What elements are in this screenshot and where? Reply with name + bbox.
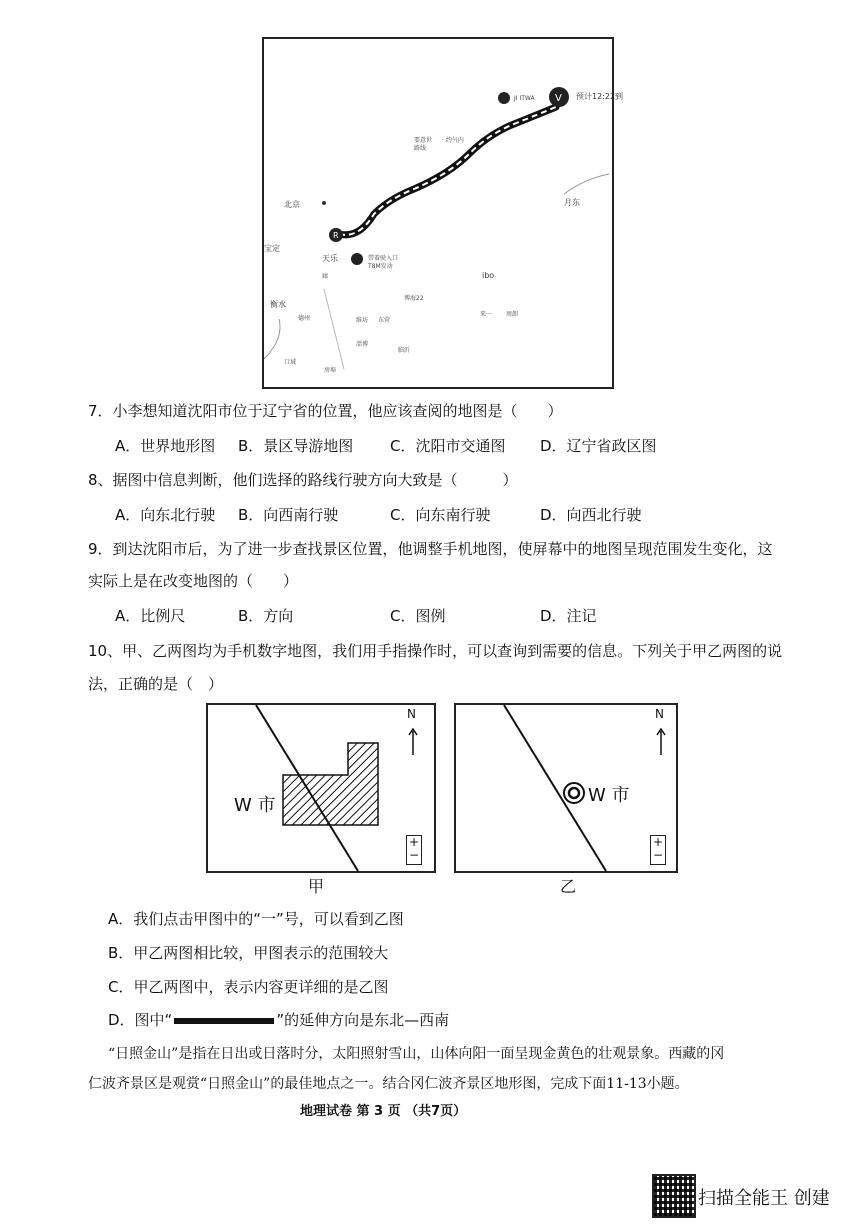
passage-line-1: “日照金山”是指在日出或日落时分，太阳照射雪山，山体向阳一面呈现金黄色的壮观景象。西藏的冈 [108, 1046, 725, 1062]
jia-zoom-control[interactable] [406, 835, 422, 865]
svg-text:R: R [333, 231, 339, 240]
yi-caption: 乙 [560, 877, 577, 896]
tianjin-marker [351, 253, 363, 265]
jia-city-label: W 市 [234, 795, 276, 816]
route-map [262, 37, 624, 389]
baoding-label: 宝定 [264, 244, 280, 253]
passage-line-2: 仁波齐景区是观赏“日照金山”的最佳地点之一。结合冈仁波齐景区地形图，完成下面11-13小题。 [88, 1076, 689, 1092]
q7-option-a[interactable]: A．世界地形图 [115, 437, 216, 455]
zibo-label: 淄博 [356, 341, 369, 348]
tianjin-label: 天乐 [322, 254, 338, 263]
yi-svg [456, 705, 676, 871]
q7-option-d[interactable]: D．辽宁省政区图 [540, 437, 657, 455]
dongying-label: 东营 [378, 317, 391, 324]
q7-option-b[interactable]: B．景区导游地图 [238, 437, 354, 455]
yiyi-label: 来一 [480, 311, 493, 318]
map-panel-yi [454, 703, 678, 873]
qr-code-icon [652, 1174, 696, 1218]
dest-label: JI ITWA [514, 95, 535, 102]
city-area [283, 743, 378, 825]
watermark-text: 扫描全能王 创建 [698, 1188, 830, 1209]
route-map-svg [264, 39, 612, 387]
q10-option-d-suffix: ”的延伸方向是东北—西南 [276, 1011, 450, 1029]
q8-option-b[interactable]: B．向西南行驶 [238, 506, 339, 524]
mid-place: 要意世 [414, 137, 433, 144]
yi-zoom-in[interactable]: + [652, 835, 664, 849]
jia-zoom-in[interactable]: + [408, 835, 420, 849]
q9-option-c[interactable]: C．图例 [390, 607, 446, 625]
yi-zoom-control[interactable] [650, 835, 666, 865]
q7-stem: 7．小李想知道沈阳市位于辽宁省的位置，他应该查阅的地图是（ ） [88, 402, 563, 420]
fenghu-label: 房埠 [324, 367, 337, 374]
q9-option-d[interactable]: D．注记 [540, 607, 597, 625]
eta-label: 预计12:22到 [576, 92, 624, 101]
map-panel-jia [206, 703, 436, 873]
zhouwu-label: 周卸 [506, 311, 519, 318]
q9-option-b[interactable]: B．方向 [238, 607, 294, 625]
yi-zoom-out[interactable]: − [652, 848, 664, 862]
kouwei-label: 口域 [284, 359, 297, 366]
highway-label-2: T8M发动 [368, 263, 393, 270]
q8-option-d[interactable]: D．向西北行驶 [540, 506, 642, 524]
city-symbol [564, 783, 584, 803]
jia-caption: 甲 [308, 877, 325, 896]
q10-option-d[interactable] [108, 1010, 449, 1030]
q8-option-a[interactable]: A．向东北行驶 [115, 506, 216, 524]
mid-sub: 路线 [414, 145, 427, 152]
q8-option-c[interactable]: C．向东南行驶 [390, 506, 491, 524]
q10-stem: 10、甲、乙两图均为手机数字地图，我们用手指操作时，可以查询到需要的信息。下列关于甲乙两图的说 [88, 642, 783, 660]
lang-label: 廊 [322, 273, 329, 280]
route-line [339, 107, 556, 235]
q9-stem-2: 实际上是在改变地图的（ ） [88, 572, 299, 590]
q8-stem: 8、据图中信息判断，他们选择的路线行驶方向大致是（ ） [88, 471, 518, 489]
mid-dot: · 约气内 [442, 137, 464, 144]
page-footer: 地理试卷 第 3 页 （共7页） [300, 1104, 467, 1119]
highway-label: 带着驶入口 [368, 255, 399, 262]
q9-stem: 9．到达沈阳市后，为了进一步查找景区位置，他调整手机地图，使屏幕中的地图呈现范围发生变化，这 [88, 540, 773, 558]
linyi-label: 临沂 [398, 347, 411, 354]
q9-option-a[interactable]: A．比例尺 [115, 607, 186, 625]
road-symbol [174, 1018, 274, 1024]
yuedong-label: 月东 [564, 198, 580, 207]
ibo-label: ibo [482, 271, 495, 280]
q10-stem-2: 法，正确的是（ ） [88, 675, 224, 693]
jia-north-label: N [407, 707, 416, 721]
hengshui-label: 衡水 [270, 300, 286, 309]
q10-option-d-prefix: D．图中“ [108, 1011, 173, 1029]
beijing-label: 北京 [284, 200, 300, 209]
q10-option-b[interactable]: B．甲乙两图相比较，甲图表示的范围较大 [108, 944, 389, 962]
yi-north-label: N [655, 707, 664, 721]
q10-option-c[interactable]: C．甲乙两图中，表示内容更详细的是乙图 [108, 978, 389, 996]
jia-svg [208, 705, 434, 871]
q7-option-c[interactable]: C．沈阳市交通图 [390, 437, 506, 455]
yi-city-label: W 市 [588, 785, 630, 806]
dezhou-label: 德州 [298, 315, 311, 322]
dest-pin [498, 92, 510, 104]
weifang-label: 维坊 [356, 317, 369, 324]
svg-text:V: V [555, 93, 562, 104]
q10-option-a[interactable]: A．我们点击甲图中的“一”号，可以看到乙图 [108, 910, 404, 928]
bozi-label: 博海22 [404, 295, 424, 302]
jia-zoom-out[interactable]: − [408, 848, 420, 862]
